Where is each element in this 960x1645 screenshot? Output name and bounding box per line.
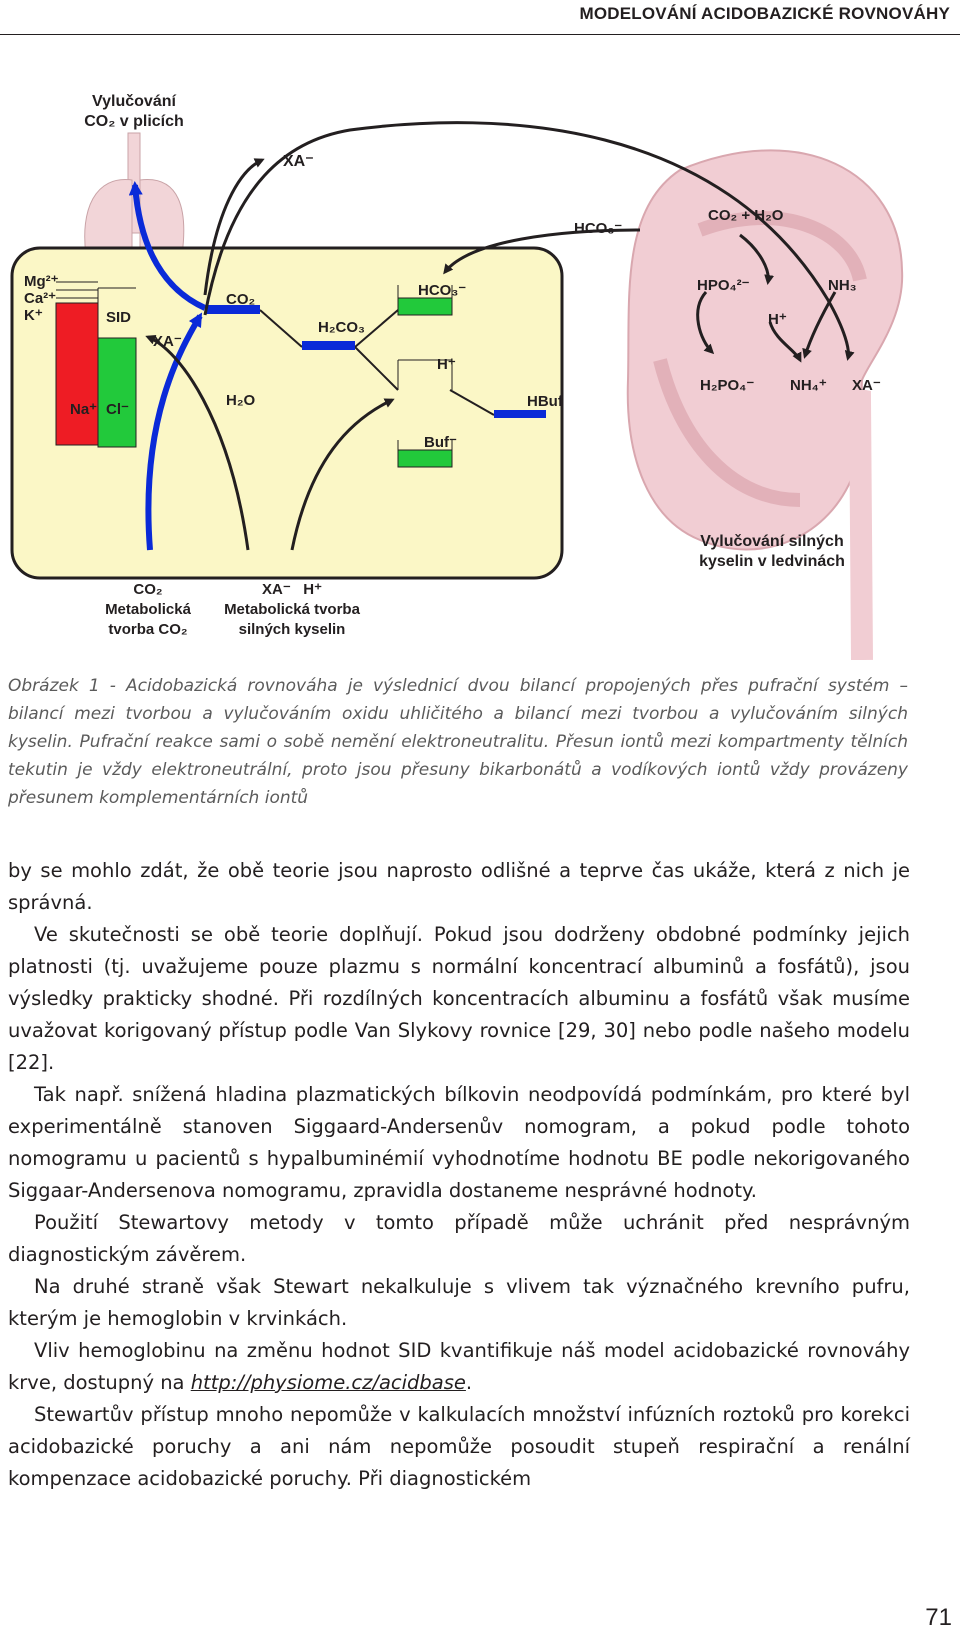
- co2-source-line3: tvorba CO₂: [108, 621, 188, 638]
- acid-source-line3: silných kyselin: [238, 621, 346, 638]
- buf-label: Buf⁻: [424, 434, 457, 451]
- co2-h2o-label: CO₂ + H₂O: [708, 207, 784, 224]
- cl-label: Cl⁻: [106, 401, 129, 418]
- xa-box-label: XA⁻: [153, 333, 182, 350]
- paragraph-1: by se mohlo zdát, že obě teorie jsou naprosto odlišné a teprve čas ukáže, která z nich je správná.: [8, 859, 910, 914]
- header-rule: [0, 34, 960, 35]
- h2o-box-label: H₂O: [226, 392, 256, 409]
- hco3-kidney-label: HCO₃⁻: [574, 220, 623, 237]
- ca-label: Ca²⁺: [24, 290, 57, 307]
- mg-label: Mg²⁺: [24, 273, 59, 290]
- h-kidney-label: H⁺: [768, 311, 787, 328]
- acid-base-diagram: [0, 60, 960, 660]
- paragraph-6-end: .: [465, 1371, 473, 1394]
- co2-box-label: CO₂: [226, 291, 256, 308]
- hco3-box-label: HCO₃⁻: [418, 282, 467, 299]
- k-label: K⁺: [24, 307, 43, 324]
- paragraph-5: Na druhé straně však Stewart nekalkuluje s vlivem tak význačného krevního pufru, kterým je hemoglobin v krvinkách.: [8, 1275, 910, 1330]
- h2co3-label: H₂CO₃: [318, 319, 365, 336]
- co2-source-line1: CO₂: [133, 581, 163, 598]
- hpo4-label: HPO₄²⁻: [697, 277, 750, 294]
- figure-caption: Obrázek 1 - Acidobazická rovnováha je výslednicí dvou bilancí propojených přes pufrační systém – bilancí mezi tvorbou a vylučováním oxidu uhličitého a bilancí mezi tvorbou a vylučováním silných kyselin. Pufrační reakce sami o sobě nemění elektroneutralitu. Přesun iontů mezi kompartmenty tělních tekutin je vždy elektroneutrální, proto jsou přesuny bikarbonátů a vodíkových iontů vždy provázeny přesunem komplementárních iontů: [8, 676, 908, 808]
- hbuf-label: HBuf: [527, 393, 563, 410]
- hco3-level: [398, 298, 452, 315]
- kidney-label-line2: kyselin v ledvinách: [699, 553, 845, 570]
- paragraph-7: Stewartův přístup mnoho nepomůže v kalkulacích množství infúzních roztoků pro korekci acidobazické poruchy a ani nám nepomůže posoudit stupeň respirační a renální kompenzace acidobazické poruchy. Při diagnostickém: [8, 1403, 910, 1490]
- na-column: [56, 303, 98, 445]
- page-number: 71: [925, 1604, 952, 1631]
- paragraph-3: Tak např. snížená hladina plazmatických bílkovin neodpovídá podmínkám, pro které byl experimentálně stanoven Siggaard-Andersenův nomogram, a pokud podle tohoto nomogramu u pacientů s hypalbuminémií vyhodnotíme hodnotu BE podle nekorigovaného Siggaar-Andersenova nomogramu, zpravidla dostaneme nesprávné hodnoty.: [8, 1083, 910, 1202]
- na-label: Na⁺: [70, 401, 98, 418]
- nh4-label: NH₄⁺: [790, 377, 827, 394]
- kidney-label-line1: Vylučování silných: [700, 533, 844, 550]
- h2po4-label: H₂PO₄⁻: [700, 377, 755, 394]
- lungs-label-line2: CO₂ v plicích: [84, 113, 184, 130]
- running-header: MODELOVÁNÍ ACIDOBAZICKÉ ROVNOVÁHY: [579, 4, 950, 23]
- xa-kidney-label: XA⁻: [852, 377, 881, 394]
- paragraph-6-text: Vliv hemoglobinu na změnu hodnot SID kvantifikuje náš model acidobazické rovnováhy krve, dostupný na: [8, 1339, 910, 1394]
- acid-source-line2: Metabolická tvorba: [224, 601, 360, 618]
- paragraph-2: Ve skutečnosti se obě teorie doplňují. Pokud jsou dodrženy obdobné podmínky jejich platnosti (tj. uvažujeme pouze plazmu s normální koncentrací albuminů a fosfátů), jsou výsledky prakticky shodné. Při rozdílných koncentracích albuminu a fosfátů však musíme uvažovat korigovaný přístup podle Van Slykovy rovnice [29, 30] nebo podle našeho modelu [22].: [8, 923, 910, 1074]
- acid-source-line1: XA⁻ H⁺: [261, 581, 323, 598]
- lungs-label-line1: Vylučování: [92, 93, 176, 110]
- paragraph-6: [8, 1335, 910, 1399]
- paragraph-4: Použití Stewartovy metody v tomto případě může uchránit před nesprávným diagnostickým závěrem.: [8, 1211, 910, 1266]
- h2co3-level: [302, 341, 355, 350]
- buf-level: [398, 450, 452, 467]
- hbuf-level: [494, 410, 546, 418]
- sid-label: SID: [106, 309, 132, 326]
- xa-top-label: XA⁻: [283, 153, 314, 170]
- kidney-illustration: [628, 150, 902, 660]
- body-text: [8, 855, 910, 1495]
- nh3-label: NH₃: [828, 277, 857, 294]
- h-box-label: H⁺: [437, 356, 456, 373]
- co2-source-line2: Metabolická: [105, 601, 191, 618]
- acidbase-link[interactable]: http://physiome.cz/acidbase: [190, 1371, 466, 1394]
- cl-column: [98, 338, 136, 447]
